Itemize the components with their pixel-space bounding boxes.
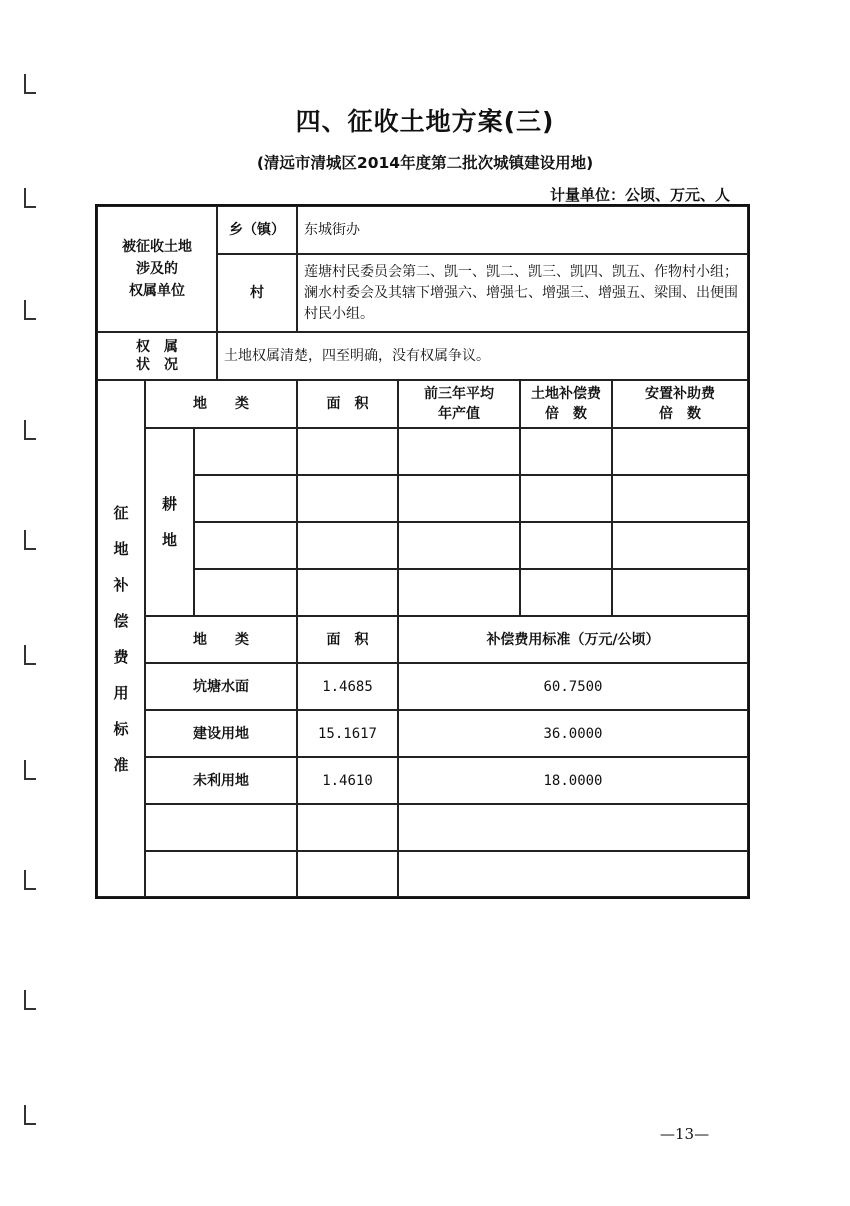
status-label	[97, 332, 217, 380]
empty-cell	[520, 428, 612, 475]
side-char: 偿	[113, 611, 129, 630]
header2-area: 面 积	[297, 616, 398, 663]
row-standard: 60.7500	[398, 663, 748, 710]
binding-mark	[24, 990, 36, 1010]
town-value: 东城街办	[297, 206, 748, 254]
header-land-comp-line1: 土地补偿费	[531, 386, 601, 402]
empty-cell	[297, 428, 398, 475]
farmland-char: 耕	[161, 495, 177, 513]
side-char: 地	[113, 539, 129, 558]
side-char: 标	[113, 719, 129, 738]
header-land-comp	[520, 380, 612, 428]
empty-cell	[398, 569, 520, 616]
empty-cell	[194, 428, 297, 475]
town-label: 乡（镇）	[217, 206, 297, 254]
binding-mark	[24, 300, 36, 320]
empty-cell	[398, 475, 520, 522]
empty-cell	[297, 522, 398, 569]
village-label: 村	[217, 254, 297, 332]
binding-mark	[24, 1105, 36, 1125]
status-label-line2: 状 况	[136, 357, 178, 373]
empty-cell	[612, 428, 748, 475]
compensation-side-label	[97, 380, 145, 897]
header-area: 面 积	[297, 380, 398, 428]
side-char: 补	[113, 575, 129, 594]
binding-mark	[24, 760, 36, 780]
header2-land-type: 地 类	[145, 616, 297, 663]
village-value: 莲塘村民委员会第二、凯一、凯二、凯三、凯四、凯五、作物村小组；澜水村委会及其辖下增强六、增强七、增强三、增强五、梁围、出便围村民小组。	[297, 254, 748, 332]
row-area: 15.1617	[297, 710, 398, 757]
row-standard: 36.0000	[398, 710, 748, 757]
empty-cell	[398, 522, 520, 569]
farmland-char: 地	[161, 531, 177, 549]
page-subtitle: (清远市清城区2014年度第二批次城镇建设用地)	[256, 154, 594, 172]
header-avg-output-line2: 年产值	[438, 406, 480, 422]
row-area: 1.4610	[297, 757, 398, 804]
empty-cell	[398, 851, 748, 897]
row-land-type: 未利用地	[145, 757, 297, 804]
page-title: 四、征收土地方案(三)	[295, 107, 555, 136]
empty-cell	[612, 475, 748, 522]
farmland-label	[145, 428, 194, 616]
side-char: 用	[113, 683, 129, 702]
header-resettle-line1: 安置补助费	[645, 386, 715, 402]
binding-mark	[24, 645, 36, 665]
empty-cell	[398, 428, 520, 475]
binding-mark	[24, 188, 36, 208]
row-land-type: 坑塘水面	[145, 663, 297, 710]
row-land-type: 建设用地	[145, 710, 297, 757]
status-value: 土地权属清楚，四至明确，没有权属争议。	[217, 332, 748, 380]
page-number: —13—	[660, 1125, 710, 1143]
header-resettle	[612, 380, 748, 428]
binding-mark	[24, 870, 36, 890]
measurement-unit: 计量单位：公顷、万元、人	[549, 186, 730, 204]
empty-cell	[612, 522, 748, 569]
row-area: 1.4685	[297, 663, 398, 710]
empty-cell	[520, 522, 612, 569]
ownership-row-label: 被征收土地 涉及的 权属单位	[97, 206, 217, 332]
empty-cell	[145, 804, 297, 851]
row-standard: 18.0000	[398, 757, 748, 804]
side-char: 准	[113, 755, 129, 774]
land-acquisition-table	[95, 204, 750, 899]
empty-cell	[145, 851, 297, 897]
header-land-comp-line2: 倍 数	[545, 406, 587, 422]
empty-cell	[194, 475, 297, 522]
empty-cell	[297, 569, 398, 616]
status-label-line1: 权 属	[136, 339, 178, 355]
empty-cell	[297, 804, 398, 851]
binding-mark	[24, 420, 36, 440]
side-char: 费	[113, 647, 129, 666]
empty-cell	[297, 851, 398, 897]
empty-cell	[194, 569, 297, 616]
header2-standard: 补偿费用标准（万元/公顷）	[398, 616, 748, 663]
header-avg-output-line1: 前三年平均	[424, 386, 494, 402]
empty-cell	[194, 522, 297, 569]
header-avg-output	[398, 380, 520, 428]
side-char: 征	[113, 503, 129, 522]
empty-cell	[297, 475, 398, 522]
empty-cell	[398, 804, 748, 851]
binding-mark	[24, 74, 36, 94]
empty-cell	[612, 569, 748, 616]
binding-mark	[24, 530, 36, 550]
header-land-type: 地 类	[145, 380, 297, 428]
header-resettle-line2: 倍 数	[659, 406, 701, 422]
empty-cell	[520, 475, 612, 522]
empty-cell	[520, 569, 612, 616]
